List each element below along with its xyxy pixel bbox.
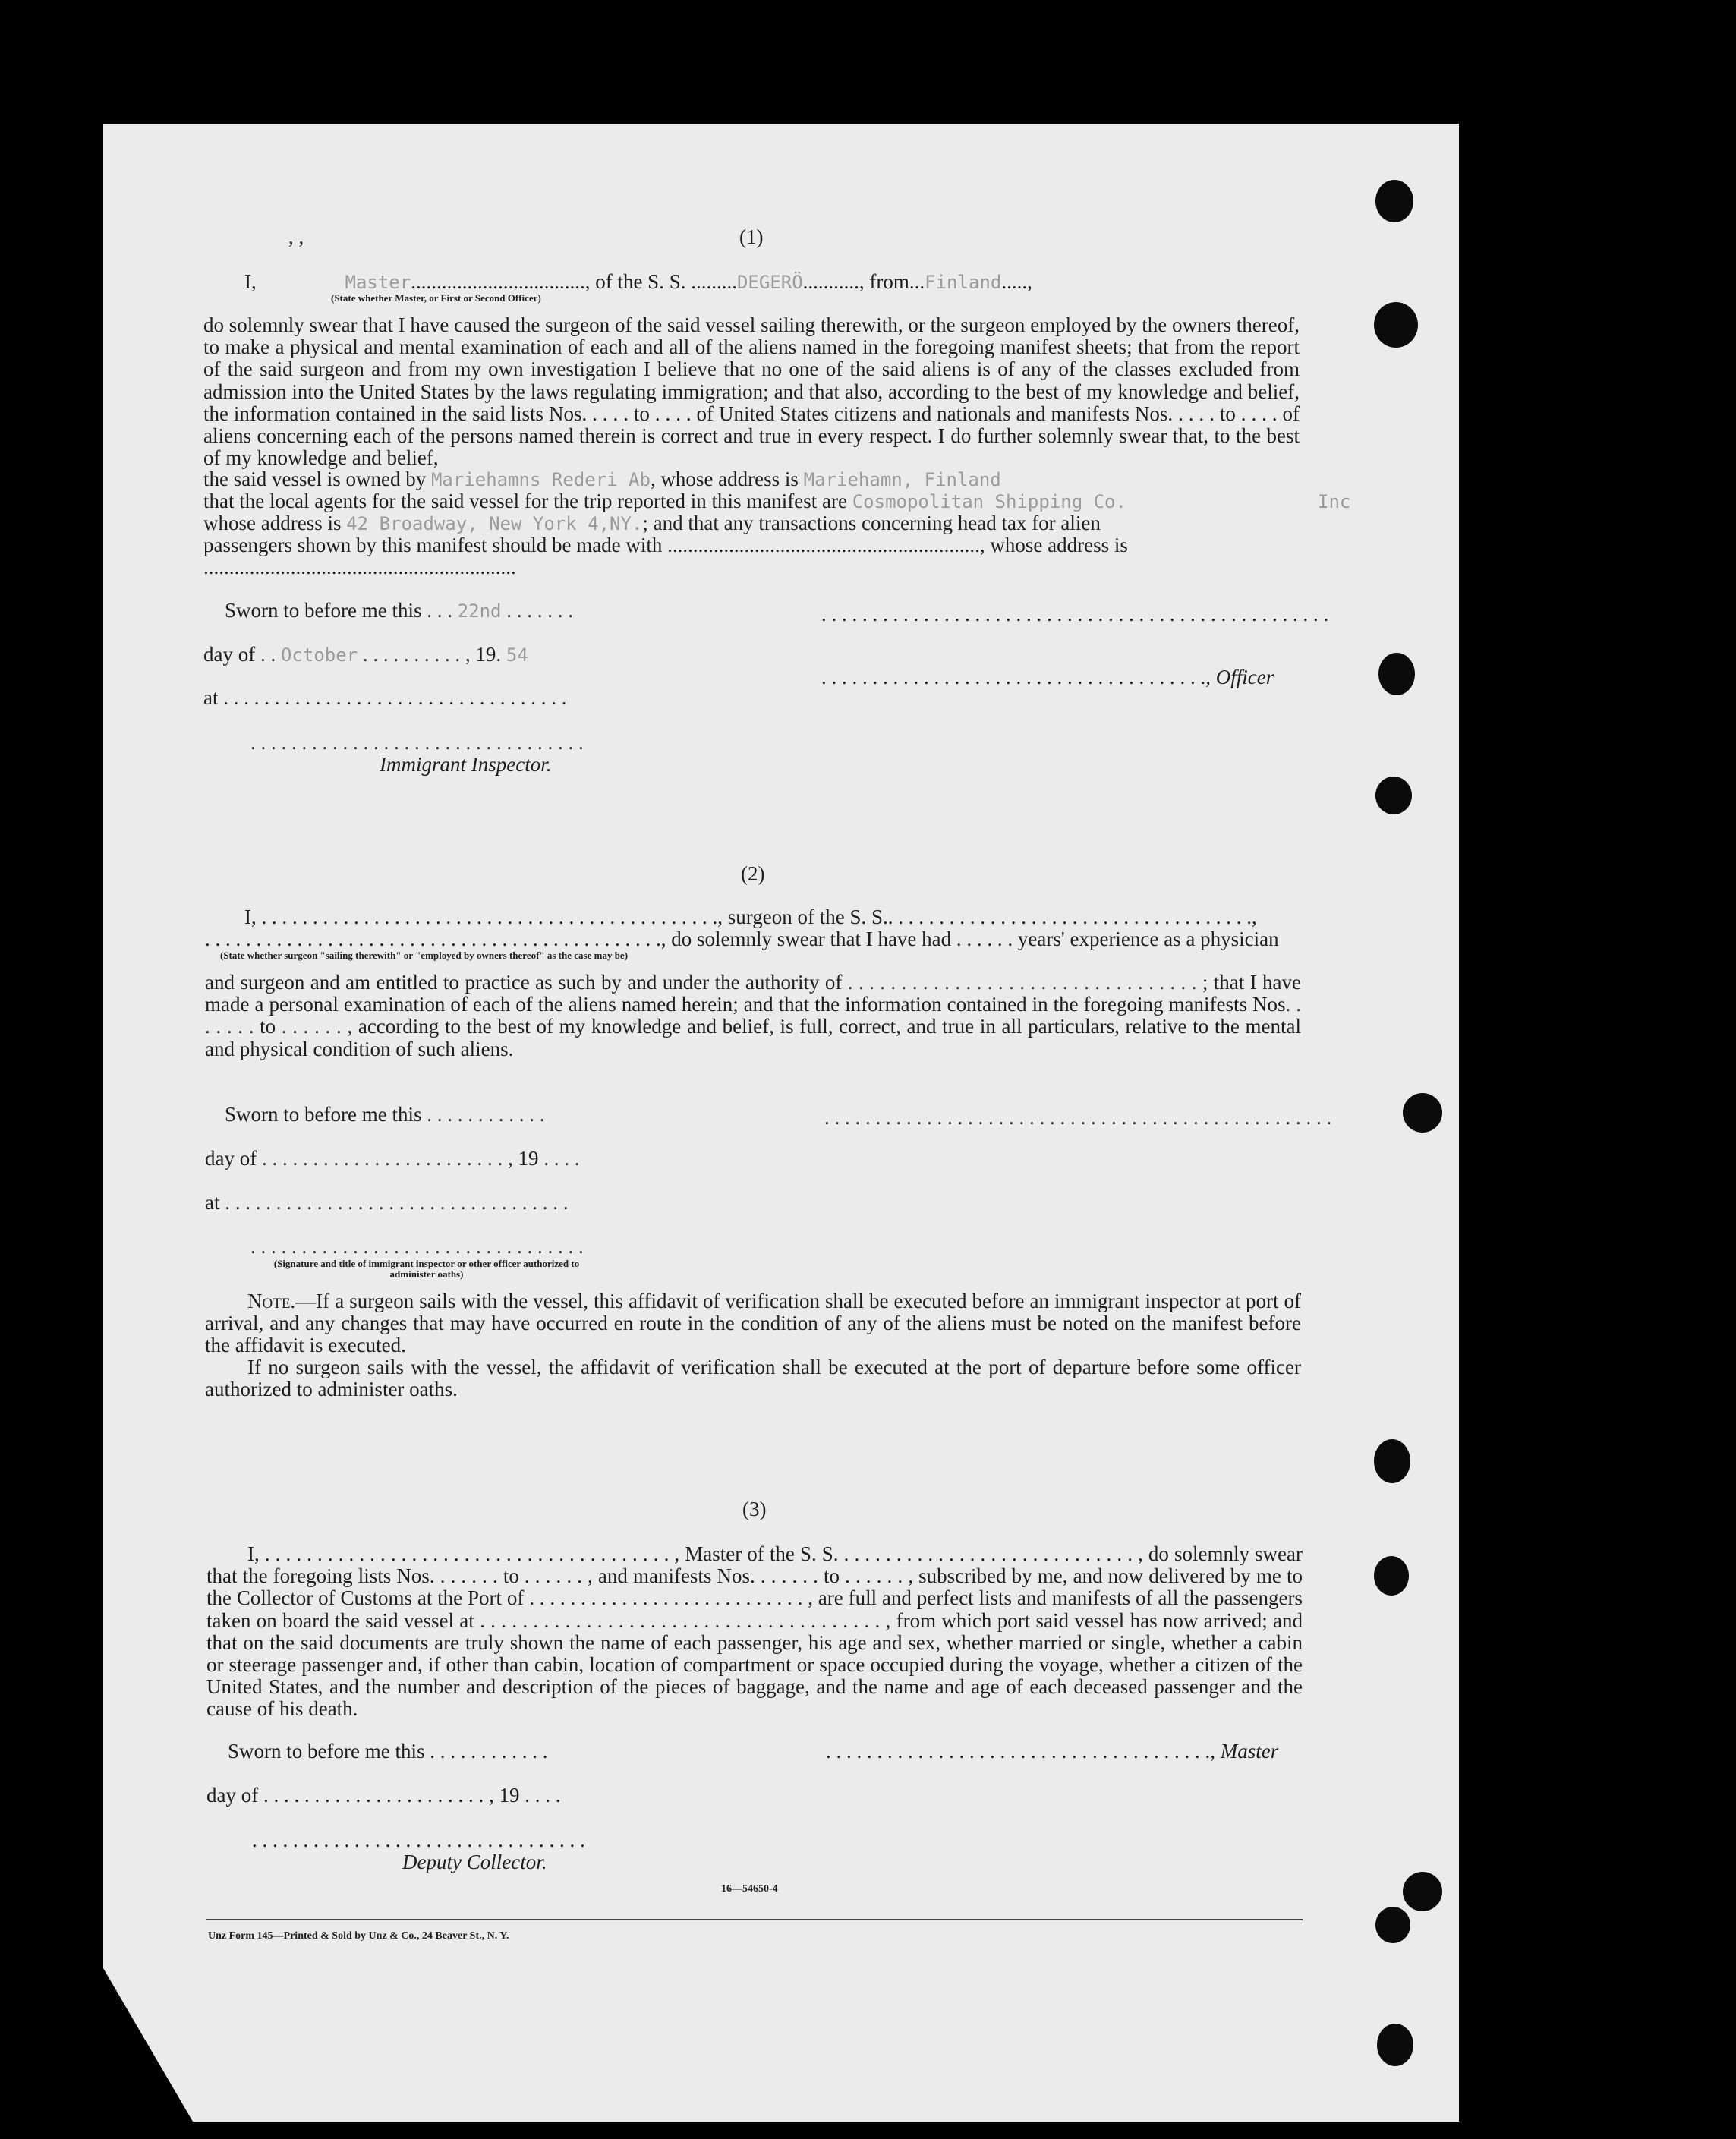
- sworn-line-3: Sworn to before me this . . . . . . . . . . . .: [228, 1740, 548, 1763]
- day-of-line-2: day of . . . . . . . . . . . . . . . . . . . . . . . . , 19 . . . .: [205, 1147, 580, 1170]
- punch-hole: [1374, 302, 1418, 348]
- punch-hole: [1378, 653, 1415, 695]
- section-2-body: and surgeon and am entitled to practice as such by and under the authority of . . . . . . . . . . . . . . . . . . . . . . . . . . . . . . . . . ; that I have made a personal examination of each of the aliens named herein; and that the information contained in the foregoing manifests Nos. . . . . . . to . . . . . . , according to the best of my knowledge and belief, is full, correct, and true in all particulars, relative to the mental and physical condition of such aliens.: [205, 971, 1301, 1060]
- section-1-line-1: I, Master.................................., of the S. S. .........DEGERÖ..........., from...Finland.....,: [244, 270, 1032, 293]
- surgeon-instruction: (State whether surgeon "sailing therewith" or "employed by owners thereof" as the case may be): [220, 950, 629, 961]
- owner-field: Mariehamns Rederi Ab: [430, 469, 651, 490]
- printer-credit: Unz Form 145—Printed & Sold by Unz & Co., 24 Beaver St., N. Y.: [208, 1930, 509, 1942]
- sworn-day-field: 22nd: [457, 600, 502, 622]
- inspector-signature-line: . . . . . . . . . . . . . . . . . . . . . . . . . . . . . . . . .: [250, 731, 584, 754]
- rank-instruction: (State whether Master, or First or Second Officer): [331, 292, 541, 304]
- stray-marks: , ,: [288, 225, 304, 248]
- section-1-body: do solemnly swear that I have caused the surgeon of the said vessel sailing therewith, or the surgeon employed by the owners thereof, to make a physical and mental examination of each and all of the aliens named in the foregoing manifest sheets; that from the report of the said surgeon and from my own investigation I believe that no one of the said aliens is of any of the classes excluded from admission into the United States by the laws regulating immigration; and that also, according to the best of my knowledge and belief, the information contained in the said lists Nos. . . . . to . . . . of United States citizens and nationals and manifests Nos. . . . . to . . . . of aliens concerning each of the persons named therein is correct and true in every respect. I do further solemnly swear that, to the best of my knowledge and belief,: [203, 313, 1300, 470]
- note-paragraph-2: If no surgeon sails with the vessel, the affidavit of verification shall be executed at the port of departure before some officer authorized to administer oaths.: [205, 1356, 1301, 1401]
- dotted-line: .............................................................: [203, 556, 516, 578]
- punch-hole: [1403, 1872, 1442, 1911]
- deputy-collector-label: Deputy Collector.: [402, 1851, 547, 1873]
- collector-signature-line: . . . . . . . . . . . . . . . . . . . . . . . . . . . . . . . . .: [252, 1829, 585, 1851]
- punch-hole: [1375, 1907, 1410, 1943]
- section-2-line-1: I, . . . . . . . . . . . . . . . . . . . . . . . . . . . . . . . . . . . . . . . . . . . . ., surgeon of the S. S.. . . . . . . . . . . . . . . . . . . . . . . . . . . . . . . . . . . .,: [244, 906, 1257, 928]
- signature-line-1: . . . . . . . . . . . . . . . . . . . . . . . . . . . . . . . . . . . . . . . . . . . . . . . . . .: [821, 603, 1329, 625]
- rank-field: Master: [345, 272, 411, 293]
- officer-signature-line: . . . . . . . . . . . . . . . . . . . . . . . . . . . . . . . . .: [250, 1235, 584, 1258]
- inspector-label: Immigrant Inspector.: [380, 753, 552, 776]
- punch-hole: [1374, 1439, 1410, 1483]
- master-signature-line: . . . . . . . . . . . . . . . . . . . . . . . . . . . . . . . . . . . . . ., Master: [826, 1740, 1279, 1763]
- agents-field: Cosmopolitan Shipping Co.: [852, 491, 1126, 512]
- sworn-line-1: Sworn to before me this . . . 22nd . . . . . . .: [225, 599, 573, 622]
- section-1-number: (1): [739, 225, 764, 248]
- section-2-number: (2): [741, 862, 765, 885]
- form-number: 16—54650-4: [721, 1883, 778, 1895]
- punch-hole: [1375, 777, 1412, 814]
- month-field: October: [280, 644, 358, 666]
- agents-address-field: 42 Broadway, New York 4,NY.: [346, 513, 643, 534]
- head-tax-line: passengers shown by this manifest should be made with ............................................................., whose address is: [203, 534, 1128, 556]
- at-line-1: at . . . . . . . . . . . . . . . . . . . . . . . . . . . . . . . . . .: [203, 686, 567, 709]
- punch-hole: [1375, 180, 1413, 222]
- section-2-line-2: . . . . . . . . . . . . . . . . . . . . . . . . . . . . . . . . . . . . . . . . . . . . ., do solemnly swear that I have had . . . . . . years' experience as a physician: [205, 928, 1279, 950]
- signature-instruction: (Signature and title of immigrant inspector or other officer authorized to administer oaths): [273, 1258, 580, 1280]
- departure-country-field: Finland: [925, 272, 1002, 293]
- day-of-line-3: day of . . . . . . . . . . . . . . . . . . . . . . , 19 . . . .: [206, 1784, 561, 1807]
- section-3-number: (3): [742, 1498, 767, 1520]
- at-line-2: at . . . . . . . . . . . . . . . . . . . . . . . . . . . . . . . . . .: [205, 1191, 569, 1214]
- signature-line-2: . . . . . . . . . . . . . . . . . . . . . . . . . . . . . . . . . . . . . . . . . . . . . . . . . .: [824, 1106, 1332, 1129]
- year-field: 54: [506, 644, 528, 666]
- punch-hole: [1377, 2024, 1413, 2066]
- section-3-body: I, . . . . . . . . . . . . . . . . . . . . . . . . . . . . . . . . . . . . . . . , Master of the S. S. . . . . . . . . . . . . . . . . . . . . . . . . . . . . , do solemnly swear that the foregoing lists Nos. . . . . . . to . . . . . . , and manifests Nos. . . . . . . to . . . . . . , subscribed by me, and now delivered by me to the Collector of Customs at the Port of . . . . . . . . . . . . . . . . . . . . . . . . . . . , are full and perfect lists and manifests of all the passengers taken on board the said vessel at . . . . . . . . . . . . . . . . . . . . . . . . . . . . . . . . . . . . . . , from which port said vessel has now arrived; and that on the said documents are truly shown the name of each passenger, his age and sex, whether married or single, whether a cabin or steerage passenger and, if other than cabin, location of compartment or space occupied during the voyage, whether a citizen of the United States, and the number and description of the pieces of baggage, and the name and age of each deceased passenger and the cause of his death.: [206, 1542, 1303, 1721]
- note-paragraph: Note.—If a surgeon sails with the vessel, this affidavit of verification shall be executed before an immigrant inspector at port of arrival, and any changes that may have occurred en route in the condition of any of the aliens must be noted on the manifest before the affidavit is executed.: [205, 1290, 1301, 1357]
- agents-address-line: whose address is 42 Broadway, New York 4,NY.; and that any transactions concerning head tax for alien: [203, 512, 1101, 534]
- punch-hole: [1403, 1093, 1442, 1133]
- agents-field-extra: Inc: [1318, 491, 1351, 512]
- punch-hole: [1374, 1556, 1409, 1596]
- footer-rule: [206, 1919, 1303, 1920]
- vessel-name-field: DEGERÖ: [736, 272, 803, 293]
- owner-address-field: Mariehamn, Finland: [803, 469, 1001, 490]
- sworn-line-2: Sworn to before me this . . . . . . . . . . . .: [225, 1103, 545, 1126]
- agents-line: that the local agents for the said vessel for the trip reported in this manifest are Cosmopolitan Shipping Co.: [203, 490, 1126, 512]
- officer-line: . . . . . . . . . . . . . . . . . . . . . . . . . . . . . . . . . . . . . ., Officer: [821, 666, 1274, 688]
- owner-line: the said vessel is owned by Mariehamns Rederi Ab, whose address is Mariehamn, Finland: [203, 468, 1001, 490]
- day-of-line-1: day of . . October . . . . . . . . . . , 19. 54: [203, 643, 528, 666]
